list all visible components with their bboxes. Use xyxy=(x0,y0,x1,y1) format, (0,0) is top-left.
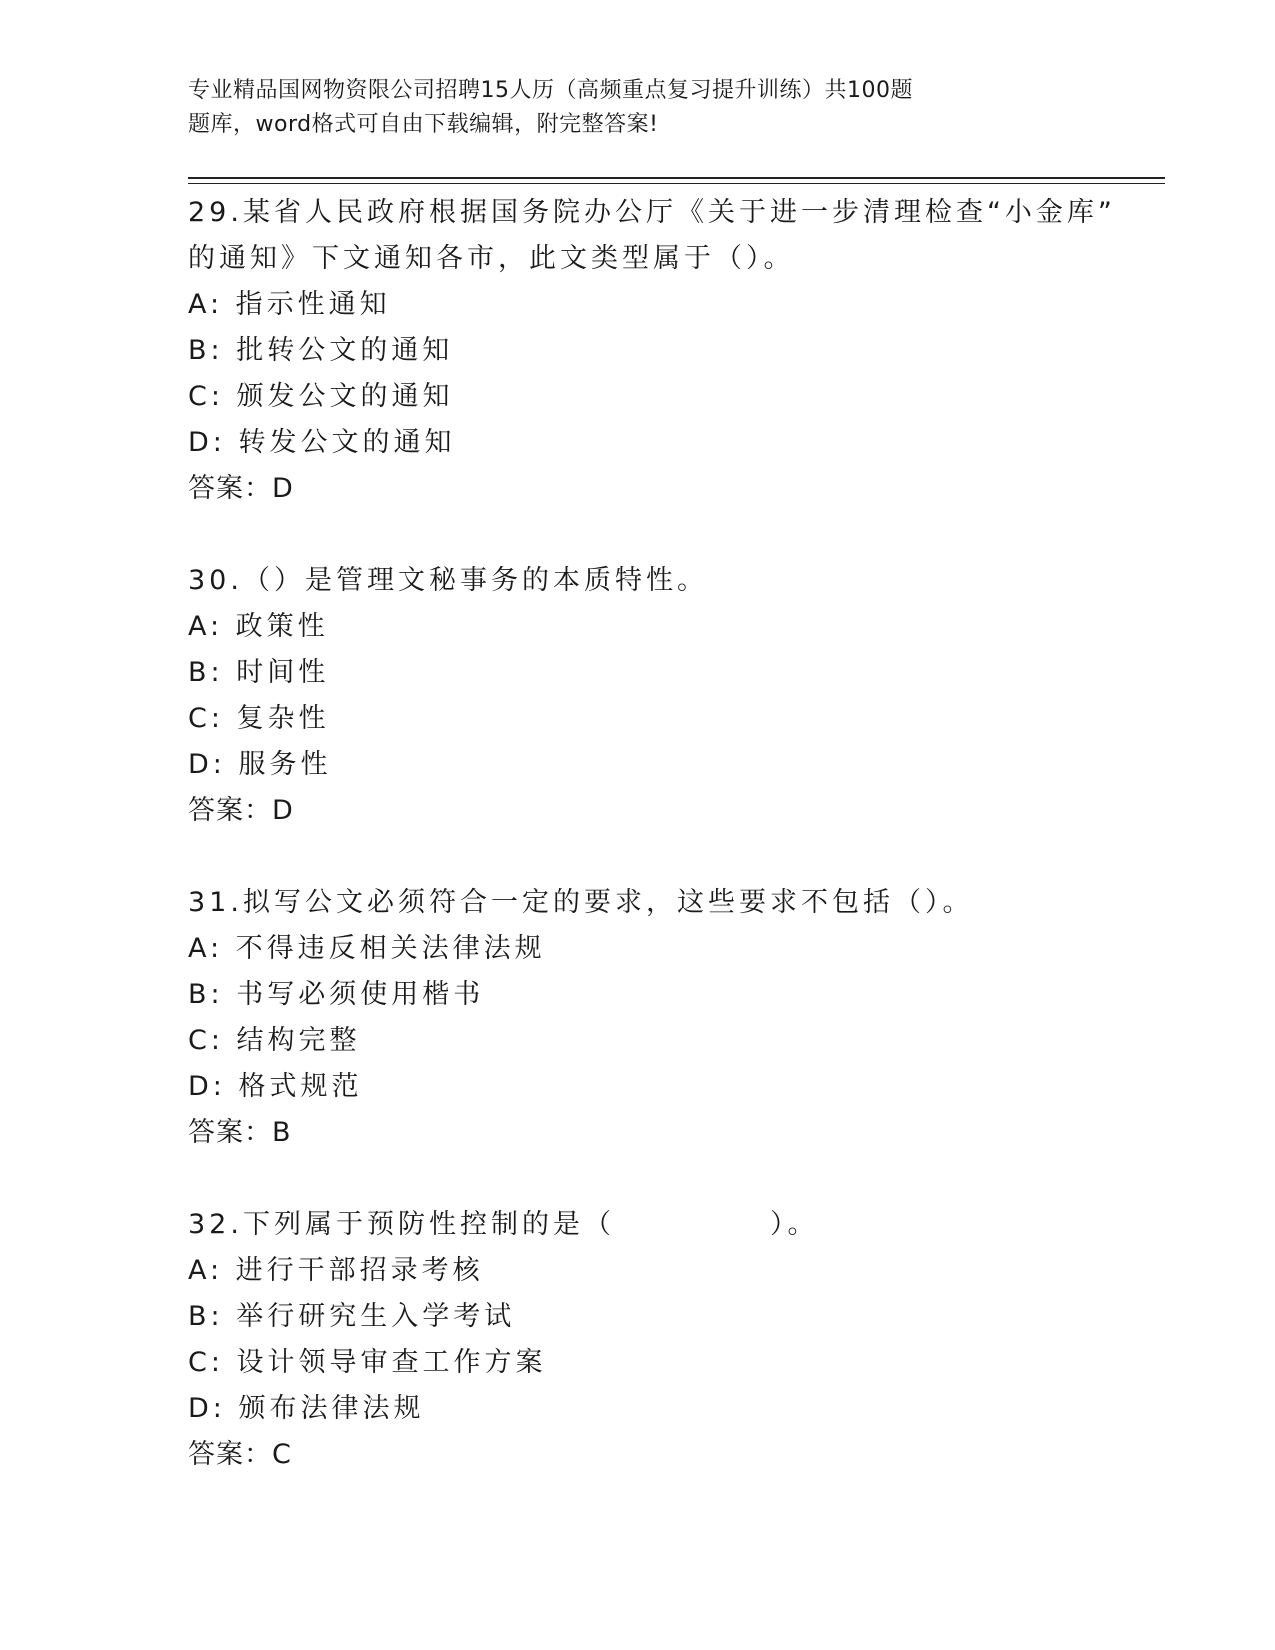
question-29 xyxy=(188,190,1148,512)
question-stem-continued: 的通知》下文通知各市，此文类型属于（）。 xyxy=(188,243,795,274)
header-title-line-1: 专业精品国网物资限公司招聘15人历（高频重点复习提升训练）共100题 xyxy=(188,78,913,103)
question-30 xyxy=(188,558,1148,834)
option-d: D: 颁布法律法规 xyxy=(188,1393,425,1424)
option-b: B: 批转公文的通知 xyxy=(188,335,454,366)
answer-key: 答案：D xyxy=(188,473,294,504)
option-c: C: 复杂性 xyxy=(188,703,330,734)
header-divider-thin xyxy=(188,183,1165,184)
option-d: D: 服务性 xyxy=(188,749,332,780)
option-c: C: 设计领导审查工作方案 xyxy=(188,1347,547,1378)
option-b: B: 时间性 xyxy=(188,657,330,688)
document-header xyxy=(188,74,1028,142)
question-31 xyxy=(188,880,1148,1156)
option-a: A: 政策性 xyxy=(188,611,329,642)
header-title-line-2: 题库，word格式可自由下载编辑，附完整答案! xyxy=(188,112,659,137)
option-c: C: 颁发公文的通知 xyxy=(188,381,454,412)
answer-key: 答案：D xyxy=(188,795,294,826)
option-a: A: 不得违反相关法律法规 xyxy=(188,933,546,964)
answer-key: 答案：C xyxy=(188,1439,292,1470)
option-a: A: 进行干部招录考核 xyxy=(188,1255,484,1286)
option-d: D: 格式规范 xyxy=(188,1071,363,1102)
question-list xyxy=(188,190,1148,1524)
option-c: C: 结构完整 xyxy=(188,1025,361,1056)
option-b: B: 举行研究生入学考试 xyxy=(188,1301,516,1332)
answer-key: 答案：B xyxy=(188,1117,292,1148)
question-32 xyxy=(188,1202,1148,1478)
question-stem: 29.某省人民政府根据国务院办公厅《关于进一步清理检查“小金库” xyxy=(188,197,1116,228)
header-divider-thick xyxy=(188,177,1165,179)
question-stem: 32.下列属于预防性控制的是（ ）。 xyxy=(188,1209,819,1240)
question-stem: 30.（）是管理文秘事务的本质特性。 xyxy=(188,565,708,596)
option-b: B: 书写必须使用楷书 xyxy=(188,979,485,1010)
question-stem: 31.拟写公文必须符合一定的要求，这些要求不包括（）。 xyxy=(188,887,974,918)
option-a: A: 指示性通知 xyxy=(188,289,391,320)
option-d: D: 转发公文的通知 xyxy=(188,427,456,458)
